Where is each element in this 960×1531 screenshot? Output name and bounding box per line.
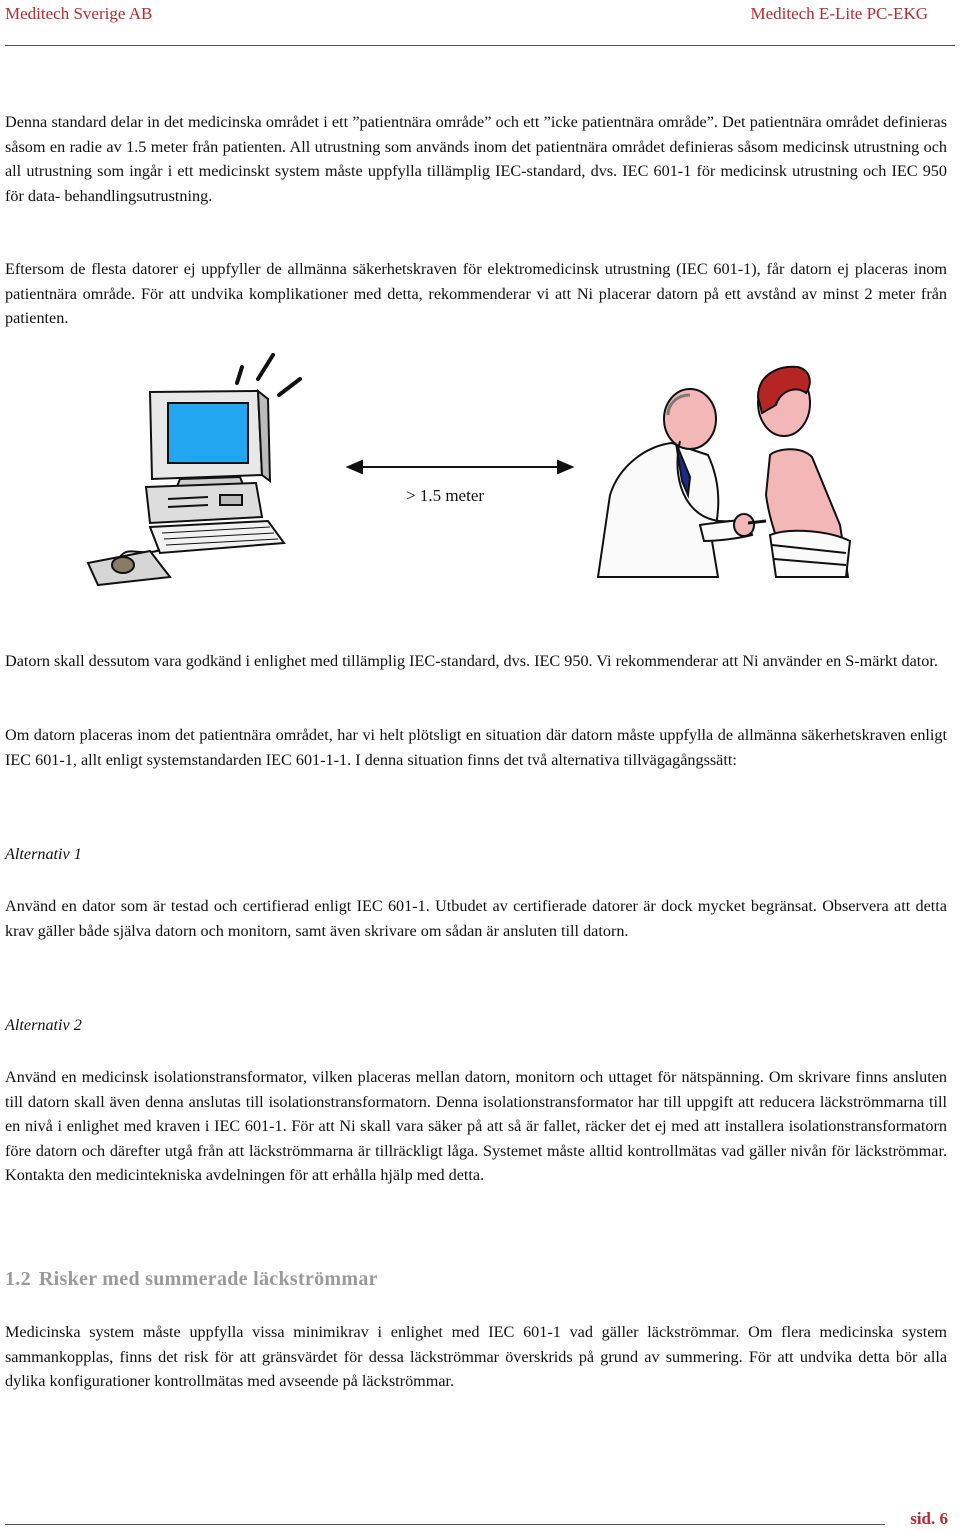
doctor-icon [598, 389, 766, 577]
monitor-screen [168, 403, 248, 463]
section-heading [5, 1268, 378, 1291]
section-number: 1.2 [5, 1268, 31, 1290]
patient-icon [758, 367, 850, 577]
computer-icon [88, 391, 284, 585]
alternative-1-heading: Alternativ 1 [5, 845, 82, 863]
paragraph-alternatives-intro: Om datorn placeras inom det patientnära området, har vi helt plötsligt en situation där datorn måste uppfylla de allmänna säkerhetskraven enligt IEC 601-1, allt enligt systemstandarden IEC 601-1-1. I denna situation finns det två alternativa tillvägagångssätt: [5, 726, 947, 769]
distance-illustration [0, 345, 960, 595]
paragraph-computer-placement: Eftersom de flesta datorer ej uppfyller de allmänna säkerhetskraven för elektromedicinsk utrustning (IEC 601-1), får datorn ej placeras inom patientnära område. För att undvika komplikationer med detta, rekommenderar vi att Ni placerar datorn på ett avstånd av minst 2 meter från patienten. [5, 260, 947, 327]
header-product: Meditech E-Lite PC-EKG [750, 4, 928, 23]
paragraph-alternative-1: Använd en dator som är testad och certifierad enligt IEC 601-1. Utbudet av certifierade datorer är dock mycket begränsat. Observera att detta krav gäller både själva datorn och monitorn, samt även skrivare om sådan är ansluten till datorn. [5, 897, 947, 940]
doctor-head [664, 389, 716, 449]
alternative-2-heading: Alternativ 2 [5, 1016, 82, 1034]
page-number: sid. 6 [910, 1509, 948, 1528]
header-company: Meditech Sverige AB [5, 4, 153, 23]
distance-label: > 1.5 meter [406, 486, 485, 505]
paragraph-patient-area: Denna standard delar in det medicinska området i ett ”patientnära område” och ett ”icke patientnära område”. Det patientnära området definieras såsom en radie av 1.5 meter från patienten. All utrustning som används inom det patientnära området definieras såsom medicinsk utrustning och all utrustning som ingår i ett medicinskt system måste uppfylla tillämplig IEC-standard, dvs. IEC 601-1 för medicinsk utrustning och IEC 950 för data- behandlingsutrustning. [5, 113, 947, 205]
header-divider [5, 45, 955, 46]
paragraph-summed-leakage: Medicinska system måste uppfylla vissa minimikrav i enlighet med IEC 601-1 vad gäller läckströmmar. Om flera medicinska system sammankopplas, finns det risk för att gränsvärdet för dessa läckströmmar överskrids på grund av summering. För att undvika detta bör alla dylika konfigurationer kontrollmätas med avseende på läckströmmar. [5, 1323, 947, 1390]
paragraph-s-marked: Datorn skall dessutom vara godkänd i enlighet med tillämplig IEC-standard, dvs. IEC 950. Vi rekommenderar att Ni använder en S-märkt dator. [5, 652, 938, 670]
section-title: Risker med summerade läckströmmar [38, 1268, 378, 1290]
paragraph-alternative-2: Använd en medicinsk isolationstransformator, vilken placeras mellan datorn, monitorn och uttaget för nätspänning. Om skrivare finns ansluten till datorn skall även denna anslutas till isolationstransformatorn. Denna isolationstransformator har till uppgift att reducera läckströmmarna till en nivå i enlighet med kraven i IEC 601-1. För att Ni skall vara säker på att så är fallet, räcker det ej med att installera isolationstransformatorn före datorn och därefter utgå från att läckströmmarna är tillräckligt låga. Systemet måste alltid kontrollmätas vad gäller nivån för läckströmmar. Kontakta den medicintekniska avdelningen för att erhålla hjälp med detta. [5, 1068, 947, 1184]
alert-lines-icon [237, 355, 300, 395]
mouse [112, 557, 134, 573]
footer-divider [5, 1524, 885, 1525]
distance-arrow [348, 461, 572, 473]
